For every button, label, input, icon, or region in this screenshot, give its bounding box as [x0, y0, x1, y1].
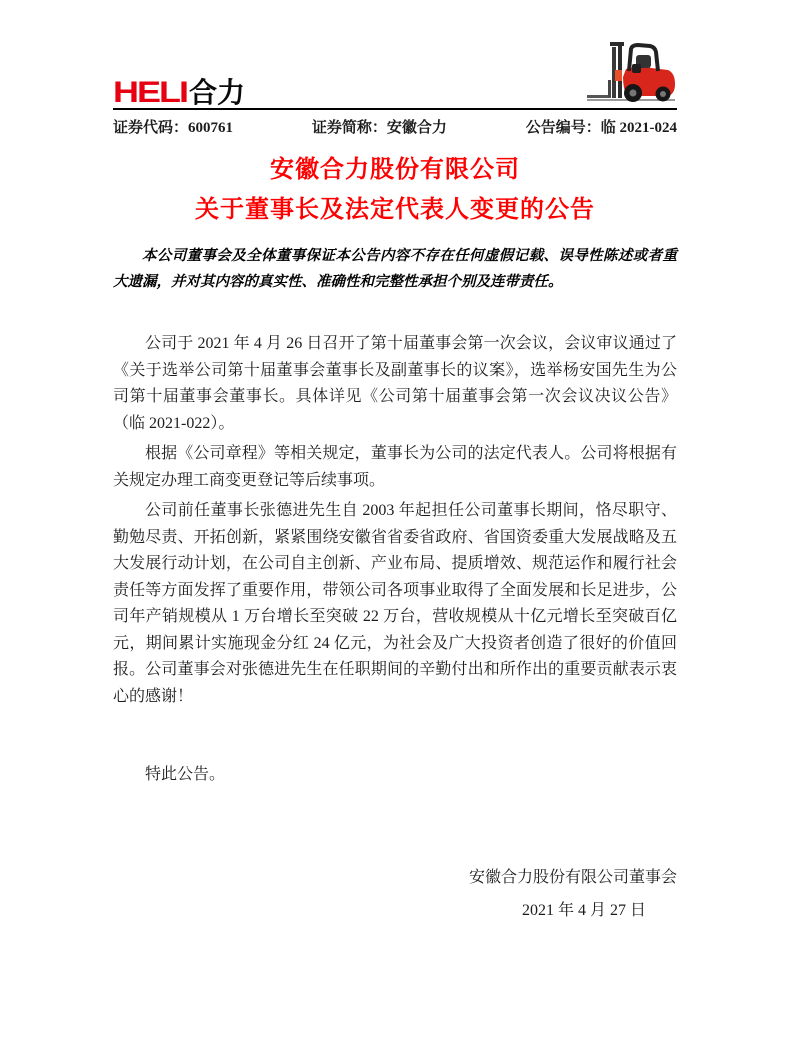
notice-number — [526, 116, 677, 137]
stock-name-value: 安徽合力 — [386, 120, 447, 136]
heli-logo-cn: 合力 — [189, 77, 246, 108]
stock-name-label: 证券简称： — [311, 120, 387, 136]
forklift-icon — [585, 40, 677, 107]
stock-code-value: 600761 — [188, 120, 234, 136]
company-title: 安徽合力股份有限公司 — [270, 156, 520, 183]
stock-name — [312, 116, 447, 137]
stock-info-row — [113, 116, 677, 137]
notice-number-label: 公告编号： — [525, 120, 601, 136]
heli-logo-latin: HELI — [113, 75, 188, 109]
closing-statement: 特此公告。 — [145, 766, 226, 783]
header — [113, 45, 677, 110]
stock-code — [113, 116, 233, 137]
paragraph-former-chairman-tribute: 公司前任董事长张德进先生自 2003 年起担任公司董事长期间，恪尽职守、勤勉尽责、开拓创新，紧紧围绕安徽省省委省政府、省国资委重大发展战略及五大发展行动计划，在公司自主创新、产业布局、提质增效、规范运作和履行社会责任等方面发挥了重要作用，带领公司各项事业取得了全面发展和长足进步，公司年产销规模从 1 万台增长至突破 22 万台，营收规模从十亿元增长至突破百亿元，期间累计实施现金分红 24 亿元，为社会及广大投资者创造了很好的价值回报。公司董事会对张德进先生在任职期间的辛勤付出和所作出的重要贡献表示衷心的感谢！ — [113, 502, 677, 705]
signature-board: 安徽合力股份有限公司董事会 — [468, 868, 677, 886]
announcement-title: 关于董事长及法定代表人变更的公告 — [195, 196, 595, 223]
announcement-body — [113, 331, 677, 789]
heli-logo — [113, 71, 245, 108]
notice-number-value: 临 2021-024 — [600, 120, 677, 136]
signature-date: 2021 年 4 月 27 日 — [521, 902, 646, 919]
stock-code-label: 证券代码： — [113, 120, 189, 136]
paragraph-legal-representative: 根据《公司章程》等相关规定，董事长为公司的法定代表人。公司将根据有关规定办理工商变更登记等后续事项。 — [113, 445, 677, 489]
paragraph-meeting-resolution: 公司于 2021 年 4 月 26 日召开了第十届董事会第一次会议，会议审议通过了《关于选举公司第十届董事会董事长及副董事长的议案》，选举杨安国先生为公司第十届董事会董事长。具体详见《公司第十届董事会第一次会议决议公告》（临 2021-022）。 — [113, 335, 677, 432]
board-disclaimer: 本公司董事会及全体董事保证本公告内容不存在任何虚假记载、误导性陈述或者重大遗漏，并对其内容的真实性、准确性和完整性承担个别及连带责任。 — [113, 248, 677, 290]
